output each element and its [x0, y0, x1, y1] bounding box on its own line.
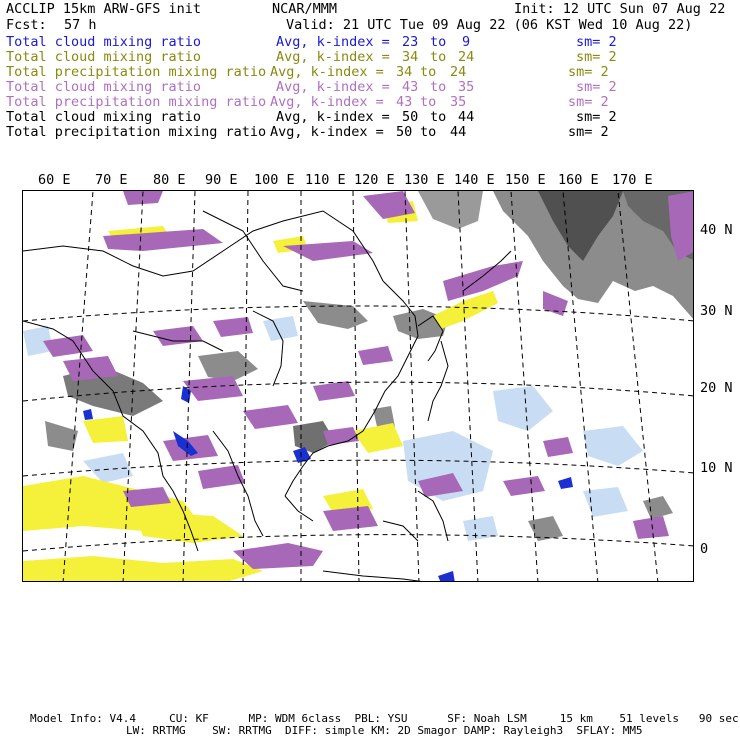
lon-label: 120 E: [354, 172, 395, 188]
lon-label: 70 E: [95, 172, 128, 188]
legend-k-from: 50: [402, 109, 419, 125]
center-label: NCAR/MMM: [272, 1, 338, 17]
legend-k-to: 44: [450, 124, 467, 140]
legend-k-from: 34: [402, 49, 419, 65]
legend-sm: sm= 2: [576, 34, 617, 50]
legend-k-from: 43: [396, 94, 413, 110]
legend-to: to: [420, 124, 437, 140]
legend-to: to: [430, 34, 447, 50]
legend-to: to: [430, 79, 447, 95]
legend-k-to: 24: [458, 49, 475, 65]
legend-to: to: [420, 94, 437, 110]
legend-k-to: 35: [450, 94, 467, 110]
model-info-line2: LW: RRTMG SW: RRTMG DIFF: simple KM: 2D Smagor DAMP: Rayleigh3 SFLAY: MM5: [126, 724, 643, 737]
lon-label: 150 E: [505, 172, 546, 188]
lat-label: 20 N: [700, 380, 733, 396]
lon-label: 170 E: [612, 172, 653, 188]
legend-to: to: [420, 64, 437, 80]
legend-k-from: 43: [402, 79, 419, 95]
legend-avg: Avg, k-index =: [270, 94, 384, 110]
lon-label: 60 E: [38, 172, 71, 188]
legend-field-name: Total precipitation mixing ratio: [6, 94, 267, 110]
lon-label: 140 E: [454, 172, 495, 188]
lon-label: 80 E: [153, 172, 186, 188]
legend-avg: Avg, k-index =: [276, 79, 390, 95]
fcst-value: 57 h: [64, 17, 97, 33]
valid-time: Valid: 21 UTC Tue 09 Aug 22 (06 KST Wed 10 Aug 22): [286, 17, 693, 33]
lon-label: 160 E: [558, 172, 599, 188]
legend-field-name: Total cloud mixing ratio: [6, 49, 202, 65]
legend-sm: sm= 2: [568, 94, 609, 110]
legend-k-to: 9: [462, 34, 471, 50]
map-canvas: [23, 191, 694, 582]
legend-avg: Avg, k-index =: [276, 109, 390, 125]
chart-title: ACCLIP 15km ARW-GFS init: [6, 1, 202, 17]
lat-label: 30 N: [700, 303, 733, 319]
legend-field-name: Total cloud mixing ratio: [6, 79, 202, 95]
legend-avg: Avg, k-index =: [270, 64, 384, 80]
lon-label: 130 E: [404, 172, 445, 188]
legend-k-to: 44: [458, 109, 475, 125]
legend-to: to: [430, 49, 447, 65]
lat-label: 10 N: [700, 460, 733, 476]
legend-field-name: Total precipitation mixing ratio: [6, 64, 267, 80]
legend-avg: Avg, k-index =: [276, 34, 390, 50]
legend-sm: sm= 2: [568, 124, 609, 140]
lon-label: 100 E: [254, 172, 295, 188]
legend-to: to: [430, 109, 447, 125]
legend-k-to: 35: [458, 79, 475, 95]
legend-sm: sm= 2: [576, 109, 617, 125]
init-time: Init: 12 UTC Sun 07 Aug 22: [514, 1, 726, 17]
map-panel: [22, 190, 694, 582]
fcst-label: Fcst:: [6, 17, 47, 33]
lon-label: 110 E: [305, 172, 346, 188]
legend-k-from: 34: [396, 64, 413, 80]
legend-k-from: 23: [402, 34, 419, 50]
legend-sm: sm= 2: [576, 49, 617, 65]
legend-sm: sm= 2: [568, 64, 609, 80]
lat-label: 0: [700, 541, 709, 557]
legend-avg: Avg, k-index =: [270, 124, 384, 140]
legend-field-name: Total cloud mixing ratio: [6, 34, 202, 50]
legend-field-name: Total cloud mixing ratio: [6, 109, 202, 125]
legend-k-from: 50: [396, 124, 413, 140]
legend-k-to: 24: [450, 64, 467, 80]
legend-sm: sm= 2: [576, 79, 617, 95]
lon-label: 90 E: [205, 172, 238, 188]
legend-avg: Avg, k-index =: [276, 49, 390, 65]
model-info-line1: Model Info: V4.4 CU: KF MP: WDM 6class PBL: YSU SF: Noah LSM 15 km 51 levels 90 sec: [30, 712, 739, 725]
lat-label: 40 N: [700, 222, 733, 238]
legend-field-name: Total precipitation mixing ratio: [6, 124, 267, 140]
